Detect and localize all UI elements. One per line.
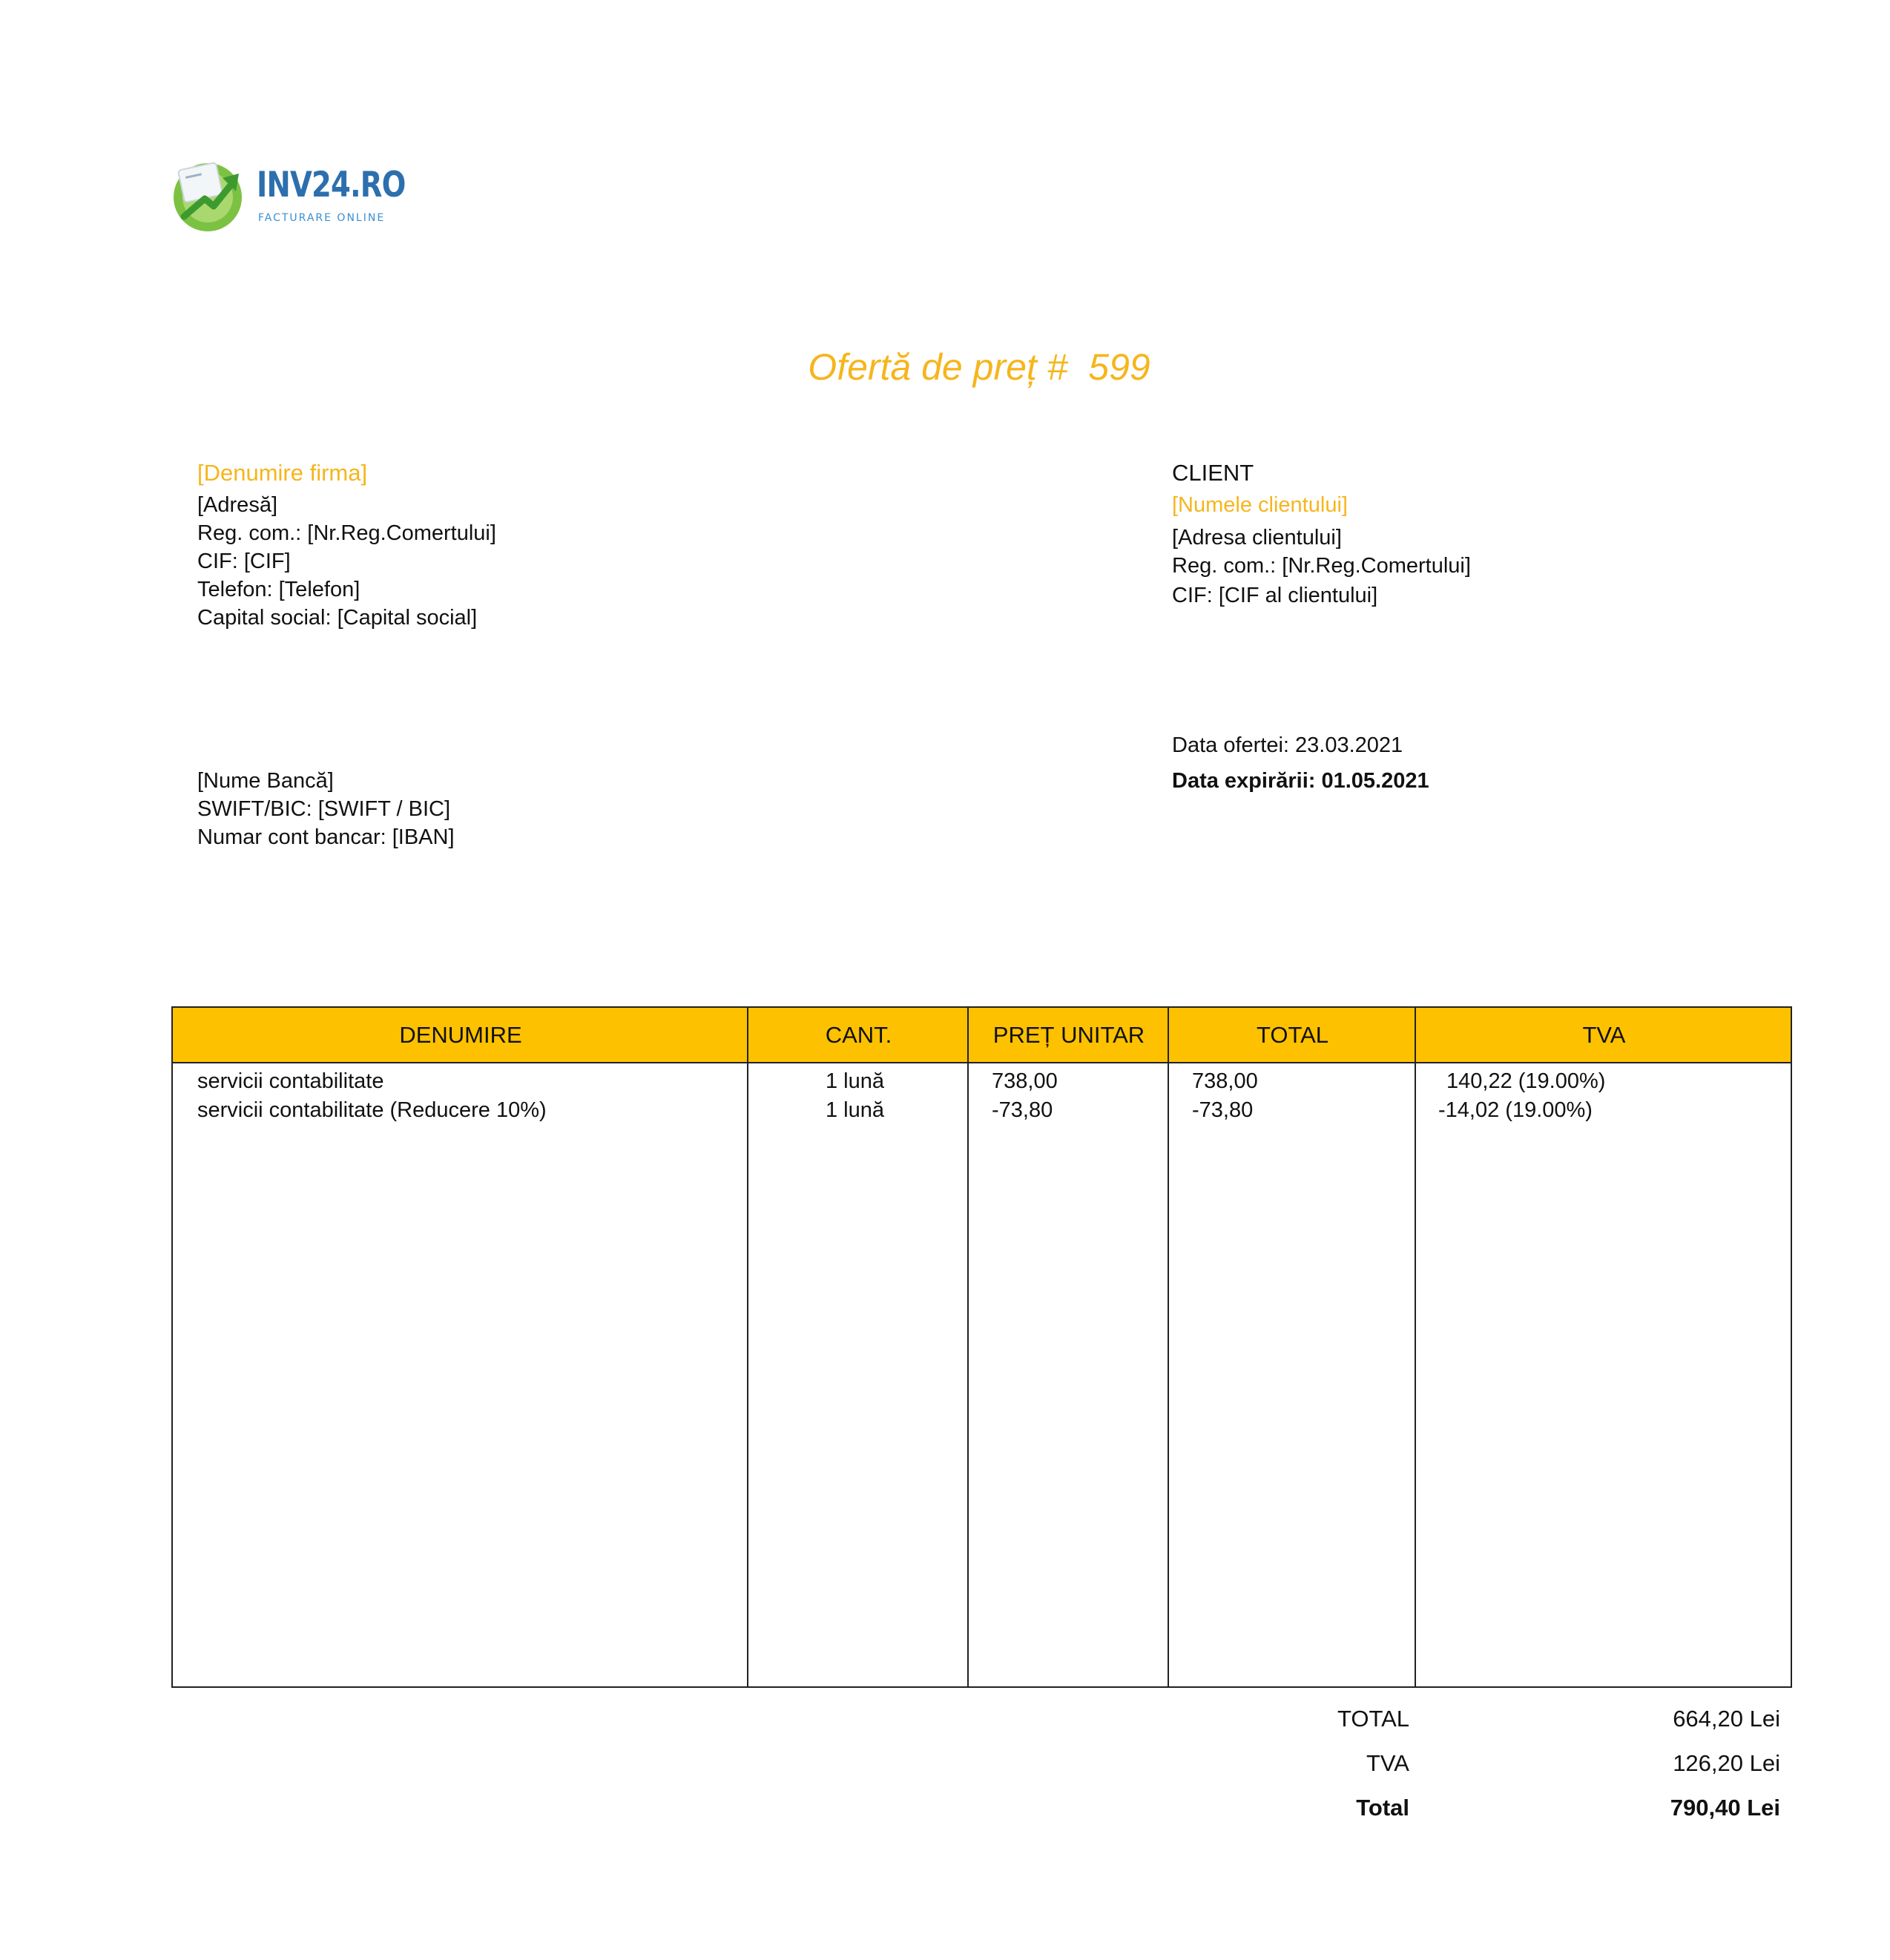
bank-account: Numar cont bancar: [IBAN] — [197, 825, 455, 849]
client-address: [Adresa clientului] — [1172, 526, 1342, 550]
column-divider — [1168, 1008, 1169, 1686]
item-vat: -14,02 (19.00%) — [1438, 1098, 1593, 1122]
seller-cif: CIF: [CIF] — [197, 550, 291, 573]
document-title: Ofertă de preț # 599 — [808, 346, 1150, 388]
item-qty: 1 lună — [826, 1098, 885, 1122]
item-unit-price: 738,00 — [992, 1069, 1058, 1093]
seller-reg-com: Reg. com.: [Nr.Reg.Comertului] — [197, 521, 496, 545]
column-divider — [967, 1008, 969, 1686]
column-header-total: TOTAL — [1256, 1022, 1329, 1048]
logo-brand-text: INV24.RO — [257, 165, 406, 205]
total-value: 664,20 Lei — [1673, 1706, 1780, 1732]
green-circle-arrow-logo-icon — [171, 157, 248, 234]
grand-total-value: 790,40 Lei — [1670, 1795, 1780, 1821]
seller-name: [Denumire firma] — [197, 460, 368, 486]
seller-address: [Adresă] — [197, 493, 277, 517]
expiry-date: Data expirării: 01.05.2021 — [1172, 769, 1429, 793]
items-table — [171, 1006, 1792, 1688]
company-logo — [171, 157, 408, 234]
item-total: -73,80 — [1192, 1098, 1254, 1122]
item-qty: 1 lună — [826, 1069, 885, 1093]
column-divider — [1415, 1008, 1416, 1686]
seller-phone: Telefon: [Telefon] — [197, 578, 360, 601]
client-cif: CIF: [CIF al clientului] — [1172, 584, 1378, 607]
bank-swift: SWIFT/BIC: [SWIFT / BIC] — [197, 797, 451, 821]
total-label: TOTAL — [1337, 1706, 1409, 1732]
client-name: [Numele clientului] — [1172, 493, 1348, 517]
item-unit-price: -73,80 — [992, 1098, 1053, 1122]
bank-name: [Nume Bancă] — [197, 769, 334, 793]
item-name: servicii contabilitate — [197, 1069, 384, 1093]
vat-label: TVA — [1366, 1750, 1409, 1776]
offer-date: Data ofertei: 23.03.2021 — [1172, 733, 1403, 757]
column-header-vat: TVA — [1582, 1022, 1626, 1048]
seller-capital: Capital social: [Capital social] — [197, 606, 478, 630]
table-header — [173, 1008, 1791, 1063]
vat-value: 126,20 Lei — [1673, 1750, 1780, 1776]
grand-total-label: Total — [1356, 1795, 1409, 1821]
client-reg-com: Reg. com.: [Nr.Reg.Comertului] — [1172, 554, 1471, 578]
column-header-unit-price: PREȚ UNITAR — [992, 1022, 1145, 1048]
column-divider — [747, 1008, 748, 1686]
item-total: 738,00 — [1192, 1069, 1258, 1093]
client-heading: CLIENT — [1172, 460, 1254, 486]
item-name: servicii contabilitate (Reducere 10%) — [197, 1098, 547, 1122]
logo-tagline: FACTURARE ONLINE — [258, 212, 386, 224]
column-header-qty: CANT. — [825, 1022, 892, 1048]
item-vat: 140,22 (19.00%) — [1446, 1069, 1606, 1093]
column-header-name: DENUMIRE — [399, 1022, 522, 1048]
